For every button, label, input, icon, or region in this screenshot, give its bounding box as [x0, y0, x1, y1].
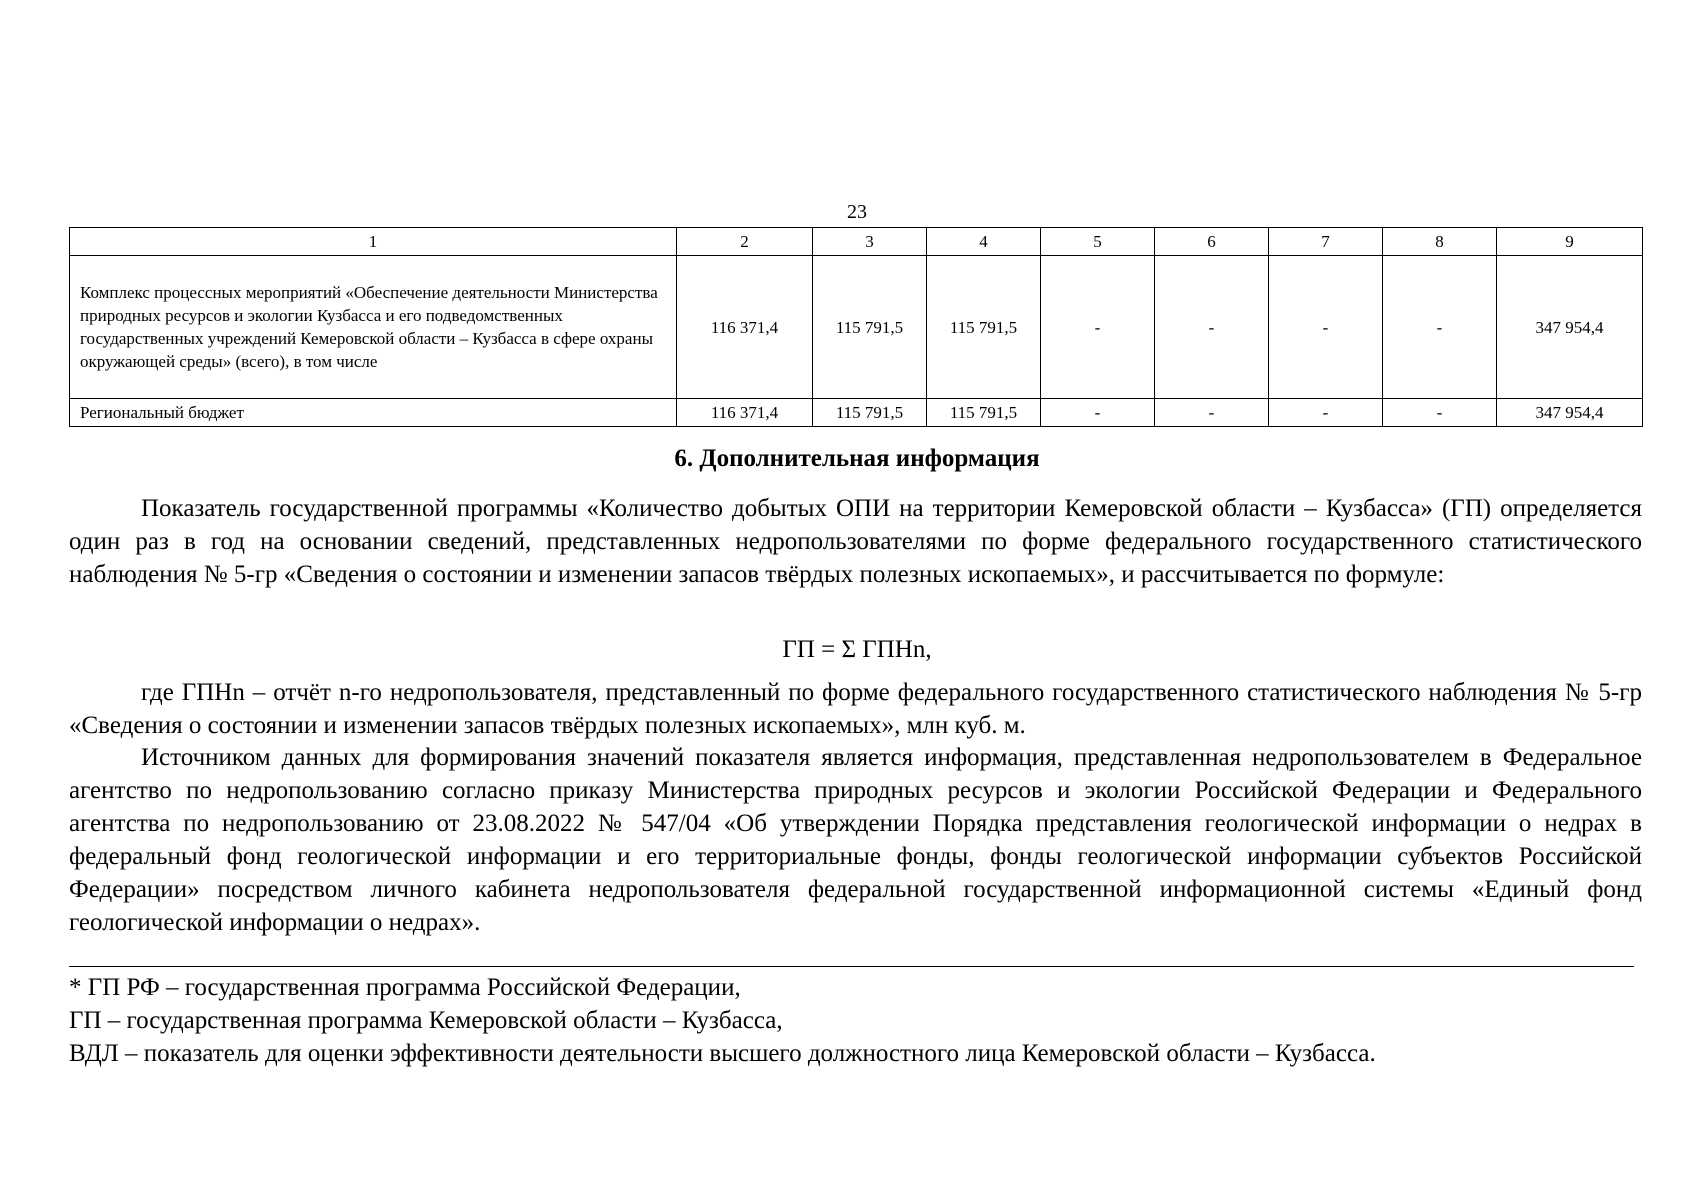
table-cell: -	[1383, 256, 1497, 399]
table-cell: 116 371,4	[677, 256, 813, 399]
table-cell: 115 791,5	[927, 256, 1041, 399]
footnote-divider	[69, 966, 1634, 967]
column-header: 7	[1269, 228, 1383, 256]
footnote-item: ГП – государственная программа Кемеровской области – Кузбасса,	[69, 1007, 783, 1034]
table-cell: -	[1155, 399, 1269, 427]
row-label: Комплекс процессных мероприятий «Обеспечение деятельности Министерства природных ресурсов и экологии Кузбасса и его подведомственных государственных учреждений Кемеровской области – Кузбасса в сфере охраны окружающей среды» (всего), в том числе	[70, 256, 677, 399]
table-cell: -	[1041, 399, 1155, 427]
table-cell: -	[1269, 256, 1383, 399]
column-header: 9	[1497, 228, 1643, 256]
page-number: 23	[847, 201, 867, 223]
paragraph-formula-explanation: где ГПНn – отчёт n-го недропользователя, представленный по форме федерального государственного статистического наблюдения № 5-гр «Сведения о состоянии и изменении запасов твёрдых полезных ископаемых», млн куб. м.	[69, 679, 1642, 739]
column-header: 8	[1383, 228, 1497, 256]
section-title: 6. Дополнительная информация	[674, 445, 1040, 472]
table-row	[70, 256, 1643, 399]
footnote-item: ВДЛ – показатель для оценки эффективности деятельности высшего должностного лица Кемеровской области – Кузбасса.	[69, 1040, 1376, 1067]
table-cell: 116 371,4	[677, 399, 813, 427]
table-row	[70, 399, 1643, 427]
column-header: 4	[927, 228, 1041, 256]
formula: ГП = Σ ГПНn,	[782, 636, 932, 663]
column-header: 1	[70, 228, 677, 256]
footnote-item: * ГП РФ – государственная программа Российской Федерации,	[69, 974, 741, 1001]
budget-table	[69, 227, 1643, 427]
table-cell: 115 791,5	[927, 399, 1041, 427]
table-cell: -	[1383, 399, 1497, 427]
paragraph-indicator-definition: Показатель государственной программы «Количество добытых ОПИ на территории Кемеровской области – Кузбасса» (ГП) определяется один раз в год на основании сведений, представленных недропользователями по форме федерального государственного статистического наблюдения № 5-гр «Сведения о состоянии и изменении запасов твёрдых полезных ископаемых», и рассчитывается по формуле:	[69, 495, 1642, 588]
table-cell: -	[1041, 256, 1155, 399]
column-header: 6	[1155, 228, 1269, 256]
table-cell: 347 954,4	[1497, 399, 1643, 427]
table-header-row	[70, 228, 1643, 256]
column-header: 3	[813, 228, 927, 256]
table-cell: -	[1155, 256, 1269, 399]
column-header: 2	[677, 228, 813, 256]
column-header: 5	[1041, 228, 1155, 256]
table-cell: 115 791,5	[813, 399, 927, 427]
table-cell: -	[1269, 399, 1383, 427]
table-cell: 115 791,5	[813, 256, 927, 399]
paragraph-data-source: Источником данных для формирования значений показателя является информация, представленная недропользователем в Федеральное агентство по недропользованию согласно приказу Министерства природных ресурсов и экологии Российской Федерации и Федерального агентства по недропользованию от 23.08.2022 № 547/04 «Об утверждении Порядка представления геологической информации о недрах в федеральный фонд геологической информации и его территориальные фонды, фонды геологической информации субъектов Российской Федерации» посредством личного кабинета недропользователя федеральной государственной информационной системы «Единый фонд геологической информации о недрах».	[69, 744, 1642, 936]
footnotes	[69, 971, 1642, 1070]
row-label: Региональный бюджет	[70, 399, 677, 427]
table-cell: 347 954,4	[1497, 256, 1643, 399]
